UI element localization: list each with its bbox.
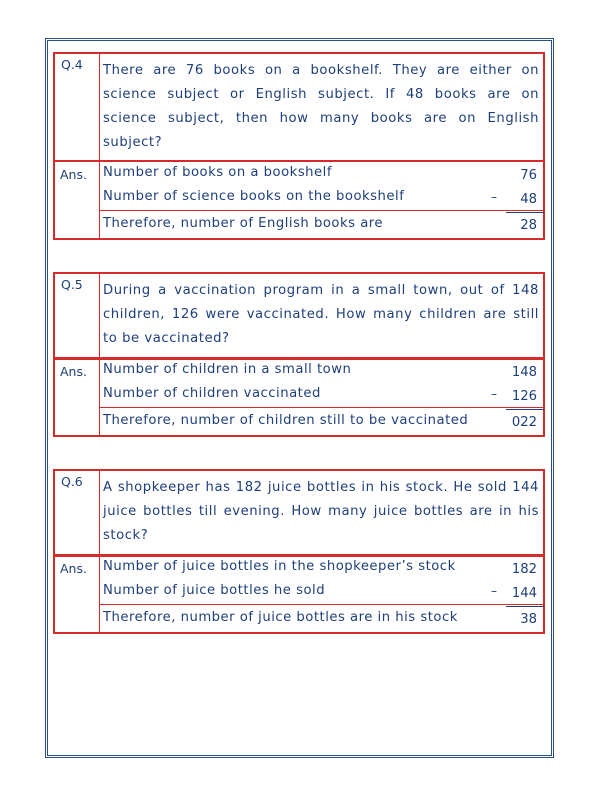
divider	[99, 210, 543, 211]
answer-line-1: Number of books on a bookshelf	[103, 165, 332, 180]
value-subtracted: 144	[511, 586, 537, 601]
answer-line-3: Therefore, number of English books are	[103, 216, 384, 231]
question-label: Q.4	[61, 57, 83, 72]
label-column	[55, 162, 100, 238]
answer-label: Ans.	[60, 167, 87, 182]
answer-box	[53, 160, 545, 240]
label-column	[55, 274, 100, 358]
question-text: A shopkeeper has 182 juice bottles in his stock. He sold 144 juice bottles till evening. How many juice bottles are in his stock?	[103, 480, 539, 543]
answer-label: Ans.	[60, 561, 87, 576]
value-result: 28	[520, 218, 537, 233]
answer-line-2: Number of children vaccinated	[103, 386, 321, 401]
value-result: 022	[511, 415, 537, 430]
question-block-5	[53, 272, 545, 437]
divider	[99, 604, 543, 605]
answer-box	[53, 357, 545, 437]
question-text: There are 76 books on a bookshelf. They are either on science subject or English subject. If 48 books are on science subject, then how many books are on English subject?	[103, 63, 539, 150]
label-column	[55, 359, 100, 435]
question-label: Q.6	[61, 474, 83, 489]
value-subtracted: 126	[511, 389, 537, 404]
value-total: 182	[511, 562, 537, 577]
answer-line-3: Therefore, number of children still to be vaccinated	[103, 413, 469, 428]
value-total: 76	[520, 168, 537, 183]
label-column	[55, 556, 100, 632]
sum-underline	[506, 409, 544, 410]
question-box	[53, 272, 545, 360]
question-block-6	[53, 469, 545, 634]
minus-sign: –	[491, 584, 497, 598]
value-subtracted: 48	[520, 192, 537, 207]
sum-underline	[506, 212, 544, 213]
answer-label: Ans.	[60, 364, 87, 379]
value-result: 38	[520, 612, 537, 627]
label-column	[55, 471, 100, 555]
divider	[99, 407, 543, 408]
label-column	[55, 54, 100, 160]
question-box	[53, 469, 545, 557]
question-block-4	[53, 52, 545, 240]
question-text: During a vaccination program in a small town, out of 148 children, 126 were vaccinated. How many children are still to be vaccinated?	[103, 283, 539, 346]
sum-underline	[506, 606, 544, 607]
value-total: 148	[511, 365, 537, 380]
answer-box	[53, 554, 545, 634]
answer-line-1: Number of children in a small town	[103, 362, 352, 377]
minus-sign: –	[491, 190, 497, 204]
minus-sign: –	[491, 387, 497, 401]
question-label: Q.5	[61, 277, 83, 292]
answer-line-2: Number of science books on the bookshelf	[103, 189, 405, 204]
question-box	[53, 52, 545, 162]
answer-line-3: Therefore, number of juice bottles are in his stock	[103, 610, 458, 625]
answer-line-2: Number of juice bottles he sold	[103, 583, 326, 598]
answer-line-1: Number of juice bottles in the shopkeeper’s stock	[103, 559, 456, 574]
